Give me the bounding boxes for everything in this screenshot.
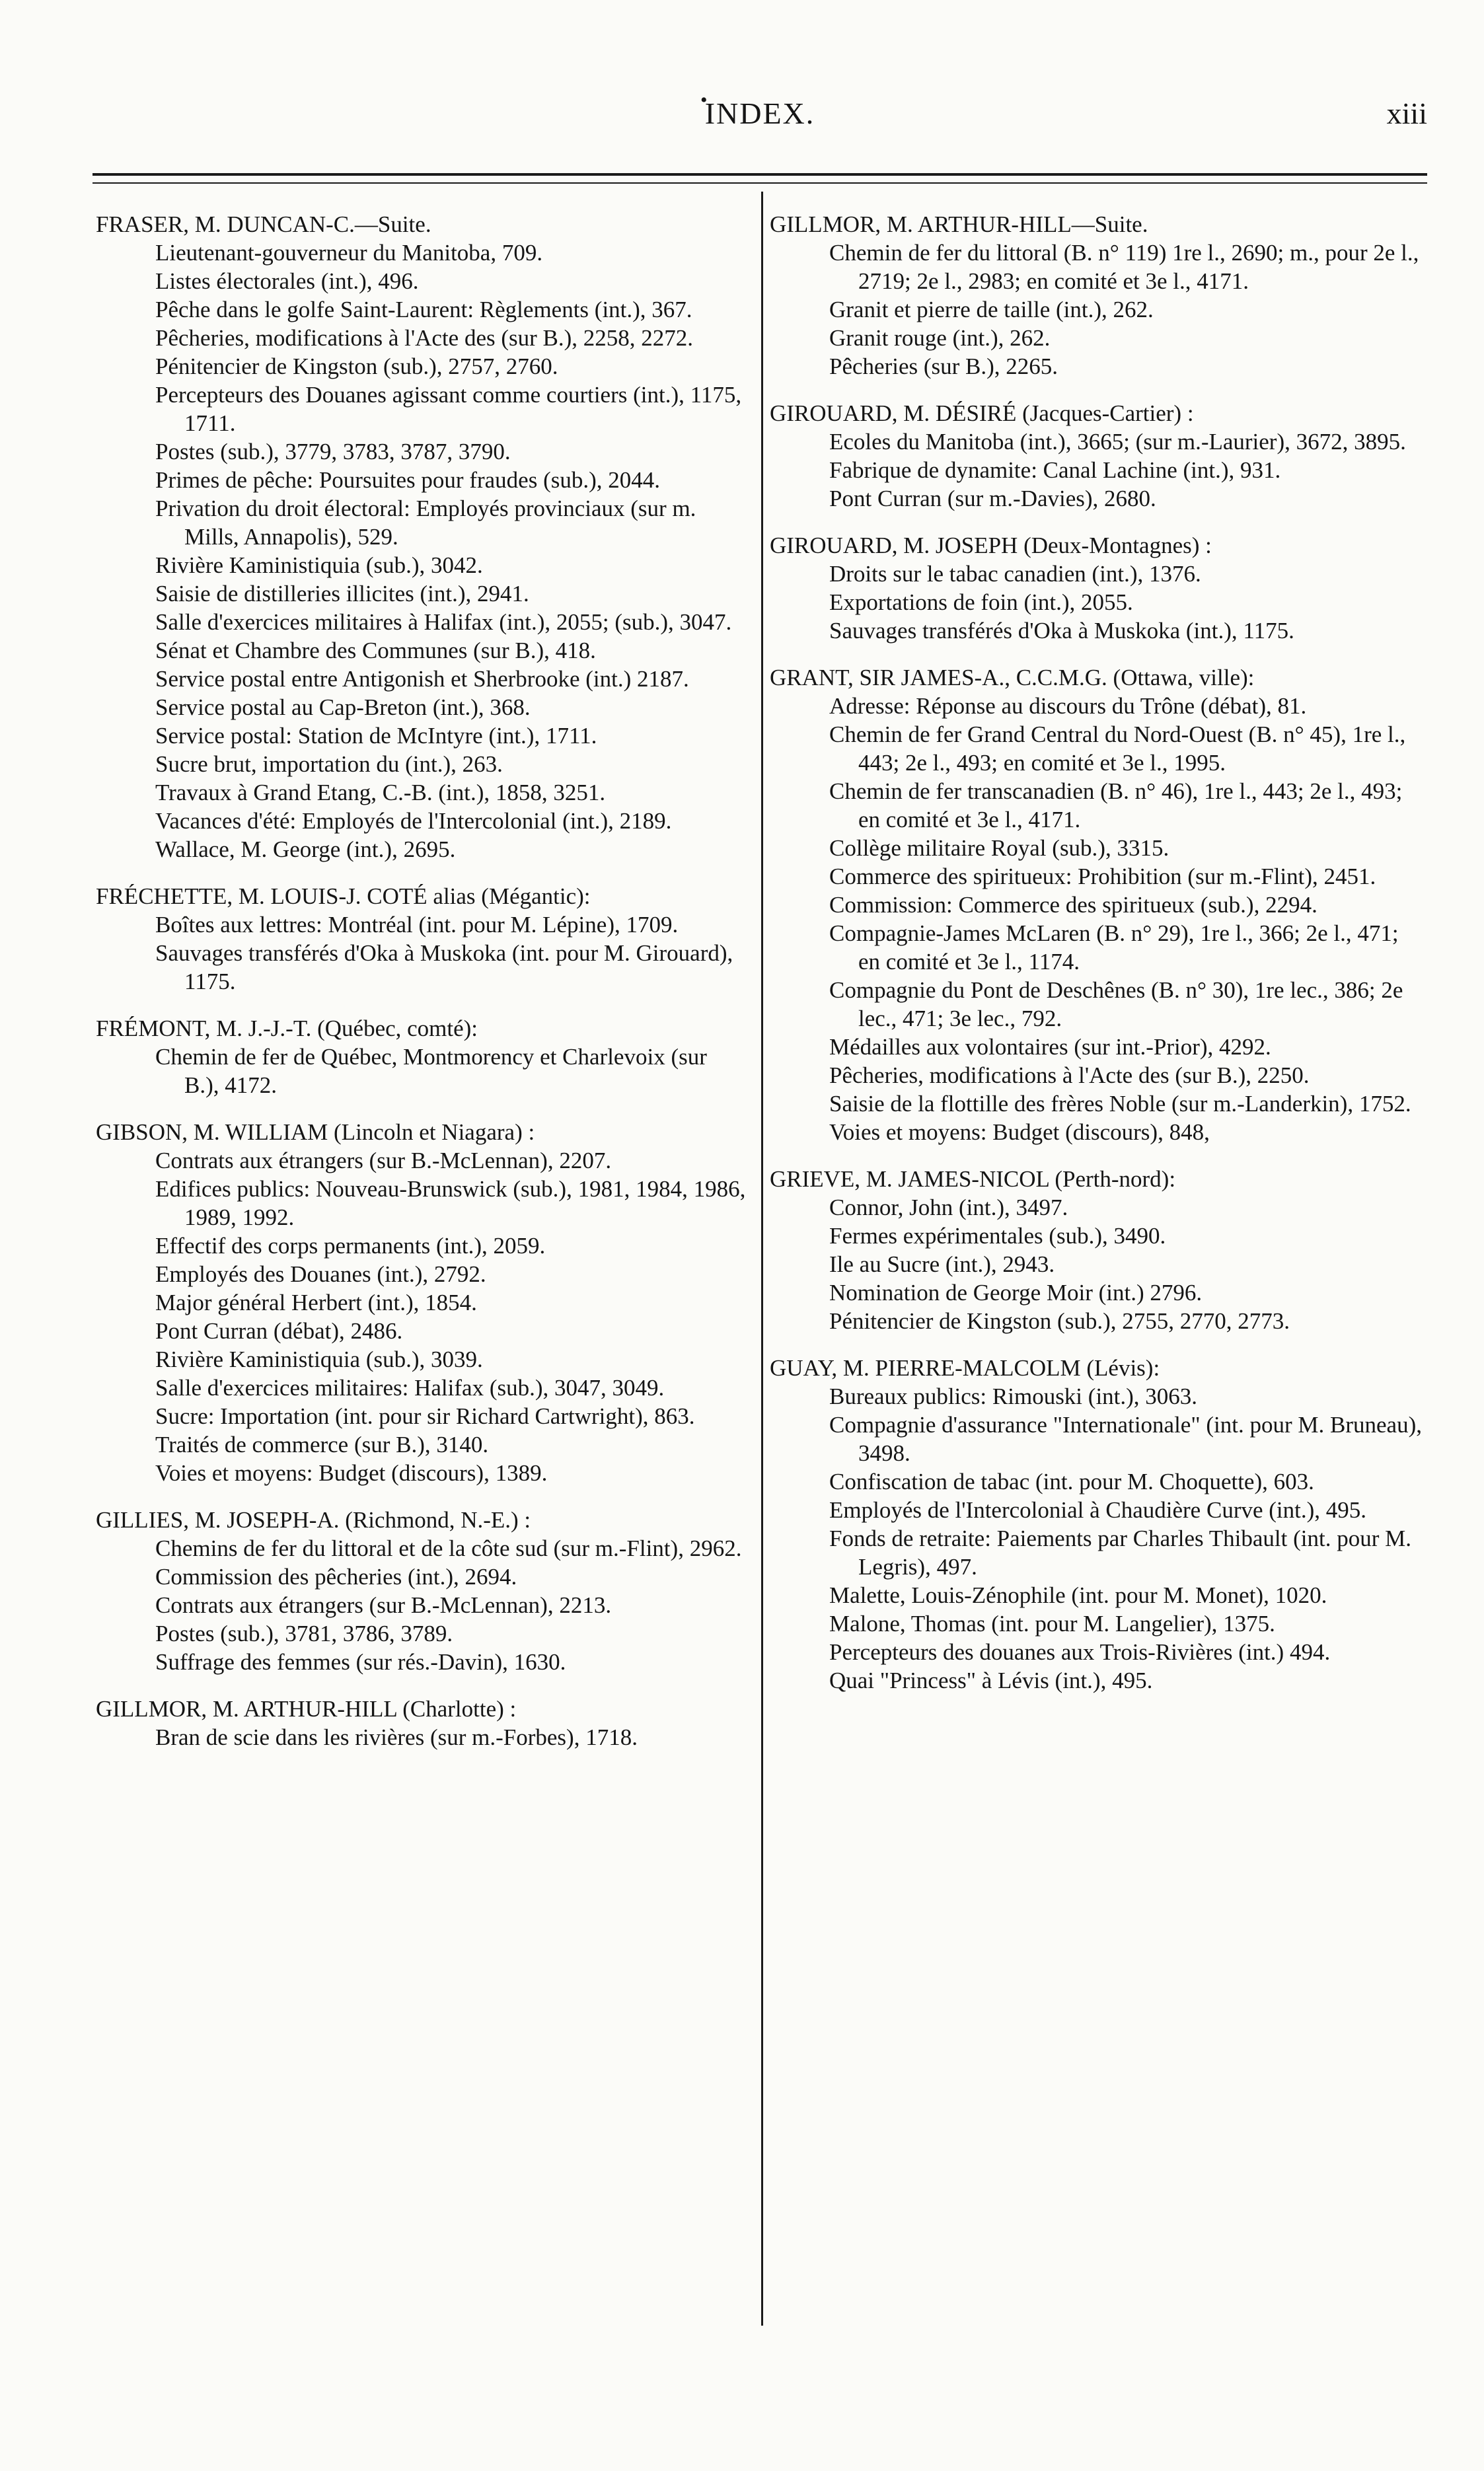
- entry-item: Salle d'exercices militaires: Halifax (sub.), 3047, 3049.: [155, 1375, 665, 1401]
- entry-item: Pêcheries (sur B.), 2265.: [829, 353, 1058, 379]
- index-entry: [770, 210, 1424, 381]
- entry-item: Exportations de foin (int.), 2055.: [829, 589, 1133, 615]
- entry-heading: GUAY, M. PIERRE-MALCOLM (Lévis):: [770, 1355, 1160, 1381]
- index-entry: [96, 1506, 747, 1676]
- entry-item: Contrats aux étrangers (sur B.-McLennan), 2213.: [155, 1592, 612, 1618]
- index-entry: [96, 1695, 747, 1752]
- entry-item: Sénat et Chambre des Communes (sur B.), 418.: [155, 638, 596, 663]
- index-entry: [770, 1165, 1424, 1335]
- entry-item: Connor, John (int.), 3497.: [829, 1195, 1068, 1220]
- entry-item: Service postal au Cap-Breton (int.), 368.: [155, 694, 531, 720]
- entry-item: Salle d'exercices militaires à Halifax (int.), 2055; (sub.), 3047.: [155, 609, 732, 635]
- entry-item: Wallace, M. George (int.), 2695.: [155, 836, 456, 862]
- entry-item: Chemin de fer Grand Central du Nord-Ouest (B. n° 45), 1re l., 443; 2e l., 493; en comité et 3e l., 1995.: [829, 721, 1406, 776]
- entry-item: Edifices publics: Nouveau-Brunswick (sub.), 1981, 1984, 1986, 1989, 1992.: [155, 1176, 746, 1230]
- page-number: xiii: [1386, 96, 1427, 130]
- entry-item: Saisie de la flottille des frères Noble (sur m.-Landerkin), 1752.: [829, 1091, 1411, 1117]
- right-column: [770, 210, 1424, 1713]
- entry-item: Sucre: Importation (int. pour sir Richard Cartwright), 863.: [155, 1403, 695, 1429]
- entry-heading: FRASER, M. DUNCAN-C.—Suite.: [96, 211, 431, 237]
- entry-item: Bureaux publics: Rimouski (int.), 3063.: [829, 1383, 1198, 1409]
- entry-item: Vacances d'été: Employés de l'Intercolonial (int.), 2189.: [155, 808, 672, 834]
- index-entry: [96, 210, 747, 864]
- entry-heading: GIROUARD, M. JOSEPH (Deux-Montagnes) :: [770, 533, 1212, 558]
- index-entry: [96, 882, 747, 996]
- entry-item: Malette, Louis-Zénophile (int. pour M. Monet), 1020.: [829, 1582, 1327, 1608]
- entry-item: Ile au Sucre (int.), 2943.: [829, 1251, 1055, 1277]
- entry-item: Primes de pêche: Poursuites pour fraudes (sub.), 2044.: [155, 467, 661, 493]
- entry-item: Employés de l'Intercolonial à Chaudière Curve (int.), 495.: [829, 1497, 1367, 1523]
- entry-item: Employés des Douanes (int.), 2792.: [155, 1261, 486, 1287]
- entry-item: Service postal: Station de McIntyre (int.), 1711.: [155, 723, 597, 749]
- entry-item: Compagnie-James McLaren (B. n° 29), 1re l., 366; 2e l., 471; en comité et 3e l., 1174.: [829, 920, 1399, 975]
- entry-item: Fabrique de dynamite: Canal Lachine (int.), 931.: [829, 457, 1281, 483]
- column-divider: [761, 192, 763, 2326]
- entry-item: Travaux à Grand Etang, C.-B. (int.), 1858, 3251.: [155, 780, 606, 805]
- entry-item: Saisie de distilleries illicites (int.), 2941.: [155, 581, 529, 607]
- entry-heading: GILLIES, M. JOSEPH-A. (Richmond, N.-E.) :: [96, 1507, 531, 1533]
- entry-item: Pénitencier de Kingston (sub.), 2757, 2760.: [155, 353, 558, 379]
- entry-item: Fonds de retraite: Paiements par Charles Thibault (int. pour M. Legris), 497.: [829, 1526, 1411, 1580]
- entry-item: Major général Herbert (int.), 1854.: [155, 1290, 477, 1315]
- entry-item: Pêcheries, modifications à l'Acte des (sur B.), 2258, 2272.: [155, 325, 694, 351]
- index-entry: [770, 399, 1424, 513]
- entry-heading: GILLMOR, M. ARTHUR-HILL (Charlotte) :: [96, 1696, 517, 1722]
- entry-item: Privation du droit électoral: Employés provinciaux (sur m. Mills, Annapolis), 529.: [155, 496, 696, 550]
- entry-heading: GRANT, SIR JAMES-A., C.C.M.G. (Ottawa, ville):: [770, 665, 1255, 690]
- entry-item: Confiscation de tabac (int. pour M. Choquette), 603.: [829, 1469, 1314, 1494]
- page-title: INDEX.: [704, 96, 815, 130]
- entry-item: Collège militaire Royal (sub.), 3315.: [829, 835, 1169, 861]
- entry-item: Compagnie d'assurance "Internationale" (int. pour M. Bruneau), 3498.: [829, 1412, 1422, 1466]
- entry-item: Boîtes aux lettres: Montréal (int. pour M. Lépine), 1709.: [155, 912, 679, 938]
- entry-item: Granit et pierre de taille (int.), 262.: [829, 297, 1154, 322]
- left-column: [96, 210, 747, 1770]
- entry-item: Chemin de fer du littoral (B. n° 119) 1re l., 2690; m., pour 2e l., 2719; 2e l., 2983; en comité et 3e l., 4171.: [829, 240, 1419, 294]
- header-rule-thick: [93, 173, 1427, 176]
- entry-item: Percepteurs des Douanes agissant comme courtiers (int.), 1175, 1711.: [155, 382, 742, 436]
- entry-item: Traités de commerce (sur B.), 3140.: [155, 1432, 489, 1457]
- entry-item: Fermes expérimentales (sub.), 3490.: [829, 1223, 1166, 1249]
- entry-item: Compagnie du Pont de Deschênes (B. n° 30), 1re lec., 386; 2e lec., 471; 3e lec., 792.: [829, 977, 1403, 1031]
- entry-item: Pénitencier de Kingston (sub.), 2755, 2770, 2773.: [829, 1308, 1290, 1334]
- index-entry: [770, 531, 1424, 645]
- entry-heading: GRIEVE, M. JAMES-NICOL (Perth-nord):: [770, 1166, 1176, 1192]
- page-header: [93, 89, 1427, 142]
- header-rule-thin: [93, 182, 1427, 184]
- entry-item: Commission: Commerce des spiritueux (sub.), 2294.: [829, 892, 1317, 918]
- index-entry: [770, 663, 1424, 1146]
- entry-item: Rivière Kaministiquia (sub.), 3042.: [155, 552, 483, 578]
- entry-item: Pêche dans le golfe Saint-Laurent: Règlements (int.), 367.: [155, 297, 692, 322]
- entry-item: Effectif des corps permanents (int.), 2059.: [155, 1233, 546, 1259]
- entry-item: Chemins de fer du littoral et de la côte sud (sur m.-Flint), 2962.: [155, 1535, 742, 1561]
- entry-item: Pont Curran (sur m.-Davies), 2680.: [829, 486, 1156, 511]
- entry-item: Bran de scie dans les rivières (sur m.-Forbes), 1718.: [155, 1724, 638, 1750]
- entry-item: Adresse: Réponse au discours du Trône (débat), 81.: [829, 693, 1307, 719]
- index-entry: [96, 1118, 747, 1487]
- entry-item: Quai "Princess" à Lévis (int.), 495.: [829, 1668, 1153, 1693]
- entry-item: Nomination de George Moir (int.) 2796.: [829, 1280, 1203, 1306]
- entry-item: Rivière Kaministiquia (sub.), 3039.: [155, 1346, 483, 1372]
- entry-item: Chemin de fer transcanadien (B. n° 46), 1re l., 443; 2e l., 493; en comité et 3e l., 4171.: [829, 778, 1403, 832]
- entry-heading: FRÉMONT, M. J.-J.-T. (Québec, comté):: [96, 1015, 478, 1041]
- entry-heading: GILLMOR, M. ARTHUR-HILL—Suite.: [770, 211, 1148, 237]
- entry-item: Service postal entre Antigonish et Sherbrooke (int.) 2187.: [155, 666, 689, 692]
- index-entry: [770, 1354, 1424, 1695]
- page-mark: •: [700, 89, 708, 111]
- entry-item: Percepteurs des douanes aux Trois-Rivières (int.) 494.: [829, 1639, 1331, 1665]
- entry-item: Voies et moyens: Budget (discours), 848,: [829, 1119, 1210, 1145]
- entry-item: Postes (sub.), 3779, 3783, 3787, 3790.: [155, 439, 511, 464]
- entry-item: Granit rouge (int.), 262.: [829, 325, 1051, 351]
- entry-item: Chemin de fer de Québec, Montmorency et Charlevoix (sur B.), 4172.: [155, 1044, 707, 1098]
- entry-item: Sauvages transférés d'Oka à Muskoka (int.), 1175.: [829, 618, 1294, 644]
- entry-heading: GIROUARD, M. DÉSIRÉ (Jacques-Cartier) :: [770, 400, 1194, 426]
- entry-item: Sucre brut, importation du (int.), 263.: [155, 751, 503, 777]
- entry-heading: FRÉCHETTE, M. LOUIS-J. COTÉ alias (Mégantic):: [96, 883, 591, 909]
- entry-item: Malone, Thomas (int. pour M. Langelier), 1375.: [829, 1611, 1275, 1637]
- entry-item: Voies et moyens: Budget (discours), 1389.: [155, 1460, 548, 1486]
- entry-item: Sauvages transférés d'Oka à Muskoka (int. pour M. Girouard), 1175.: [155, 940, 733, 994]
- entry-item: Listes électorales (int.), 496.: [155, 268, 419, 294]
- entry-item: Pont Curran (débat), 2486.: [155, 1318, 403, 1344]
- entry-item: Commission des pêcheries (int.), 2694.: [155, 1564, 517, 1590]
- entry-item: Lieutenant-gouverneur du Manitoba, 709.: [155, 240, 543, 266]
- entry-item: Commerce des spiritueux: Prohibition (sur m.-Flint), 2451.: [829, 864, 1376, 889]
- entry-item: Contrats aux étrangers (sur B.-McLennan), 2207.: [155, 1148, 612, 1173]
- entry-item: Médailles aux volontaires (sur int.-Prior), 4292.: [829, 1034, 1271, 1060]
- entry-item: Ecoles du Manitoba (int.), 3665; (sur m.-Laurier), 3672, 3895.: [829, 429, 1406, 455]
- entry-item: Suffrage des femmes (sur rés.-Davin), 1630.: [155, 1649, 566, 1675]
- entry-item: Postes (sub.), 3781, 3786, 3789.: [155, 1621, 453, 1646]
- entry-item: Droits sur le tabac canadien (int.), 1376.: [829, 561, 1201, 587]
- entry-item: Pêcheries, modifications à l'Acte des (sur B.), 2250.: [829, 1062, 1310, 1088]
- index-entry: [96, 1014, 747, 1099]
- entry-heading: GIBSON, M. WILLIAM (Lincoln et Niagara) :: [96, 1119, 535, 1145]
